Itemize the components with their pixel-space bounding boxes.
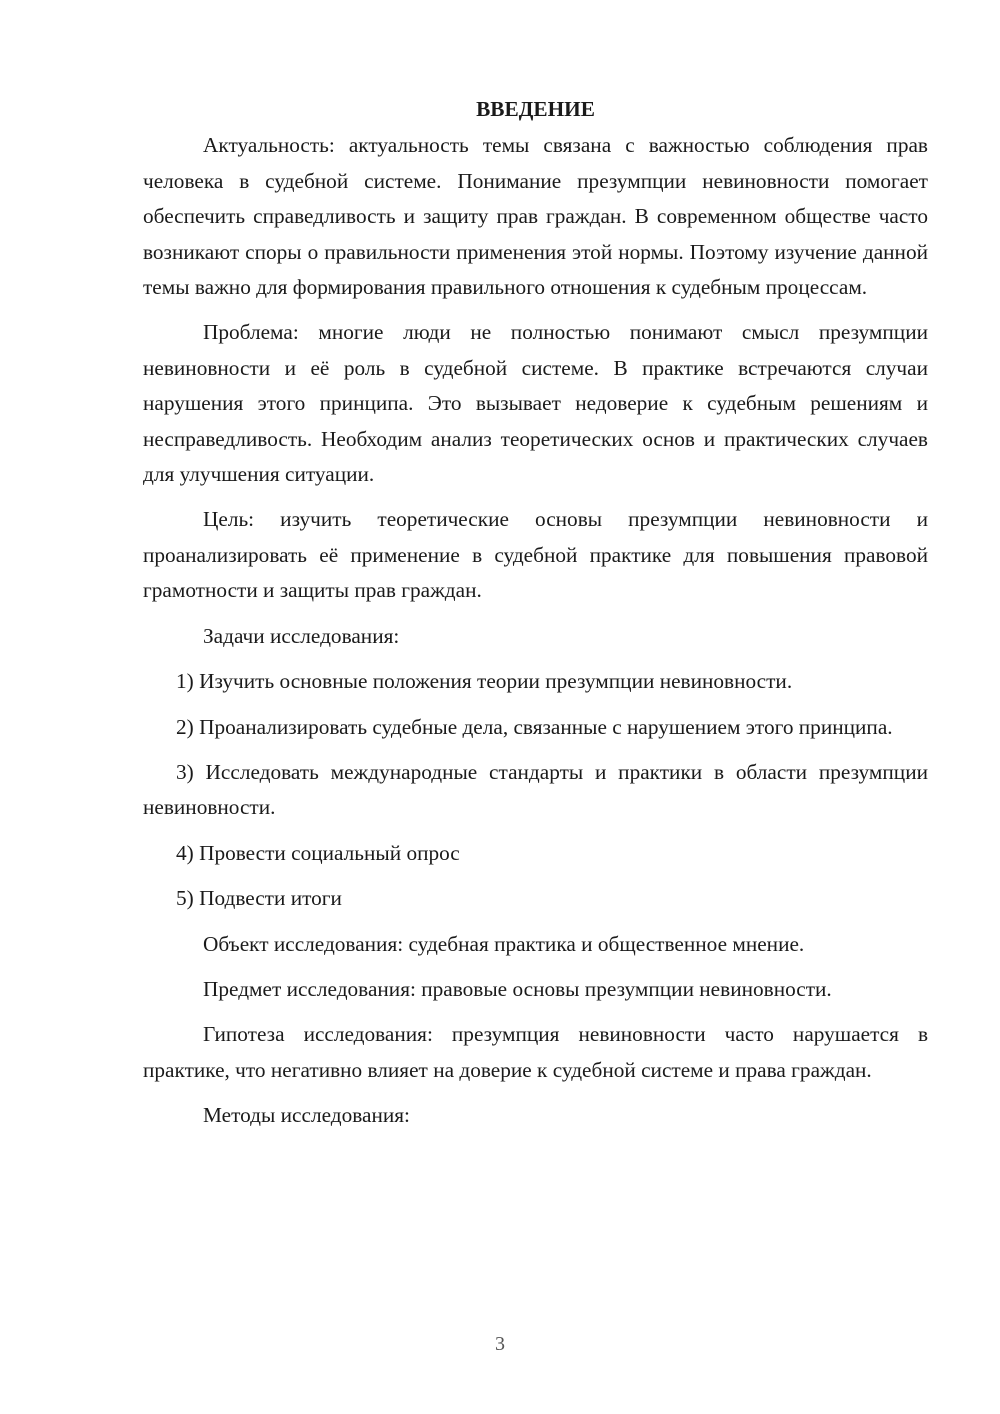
paragraph-object: Объект исследования: судебная практика и общественное мнение. — [203, 931, 805, 956]
paragraph-goal: Цель: изучить теоретические основы презумпции невиновности и проанализировать её применение в судебной практике для повышения правовой грамотности и защиты прав граждан. — [143, 507, 928, 603]
paragraph-problem: Проблема: многие люди не полностью понимают смысл презумпции невиновности и её роль в судебной системе. В практике встречаются случаи нарушения этого принципа. Это вызывает недоверие к судебным решениям и несправедливость. Необходим анализ теоретических основ и практических случаев для улучшения ситуации. — [143, 320, 928, 487]
task-item-5: 5) Подвести итоги — [176, 886, 342, 911]
paragraph-relevance: Актуальность: актуальность темы связана с важностью соблюдения прав человека в судебной системе. Понимание презумпции невиновности помогает обеспечить справедливость и защиту прав граждан. В современном обществе часто возникают споры о правильности применения этой нормы. Поэтому изучение данной темы важно для формирования правильного отношения к судебным процессам. — [143, 133, 928, 300]
paragraph-subject: Предмет исследования: правовые основы презумпции невиновности. — [203, 976, 832, 1001]
paragraph-hypothesis: Гипотеза исследования: презумпция невиновности часто нарушается в практике, что негативно влияет на доверие к судебной системе и права граждан. — [143, 1022, 928, 1082]
tasks-heading: Задачи исследования: — [203, 623, 400, 648]
task-item-1: 1) Изучить основные положения теории презумпции невиновности. — [176, 669, 793, 694]
task-item-2: 2) Проанализировать судебные дела, связанные с нарушением этого принципа. — [176, 714, 893, 739]
section-heading: ВВЕДЕНИЕ — [476, 97, 595, 121]
task-item-4: 4) Провести социальный опрос — [176, 840, 460, 865]
page-number: 3 — [495, 1333, 505, 1355]
task-item-3: 3) Исследовать международные стандарты и практики в области презумпции невиновности. — [143, 759, 928, 820]
methods-heading: Методы исследования: — [203, 1103, 410, 1128]
page-content — [143, 92, 928, 1144]
